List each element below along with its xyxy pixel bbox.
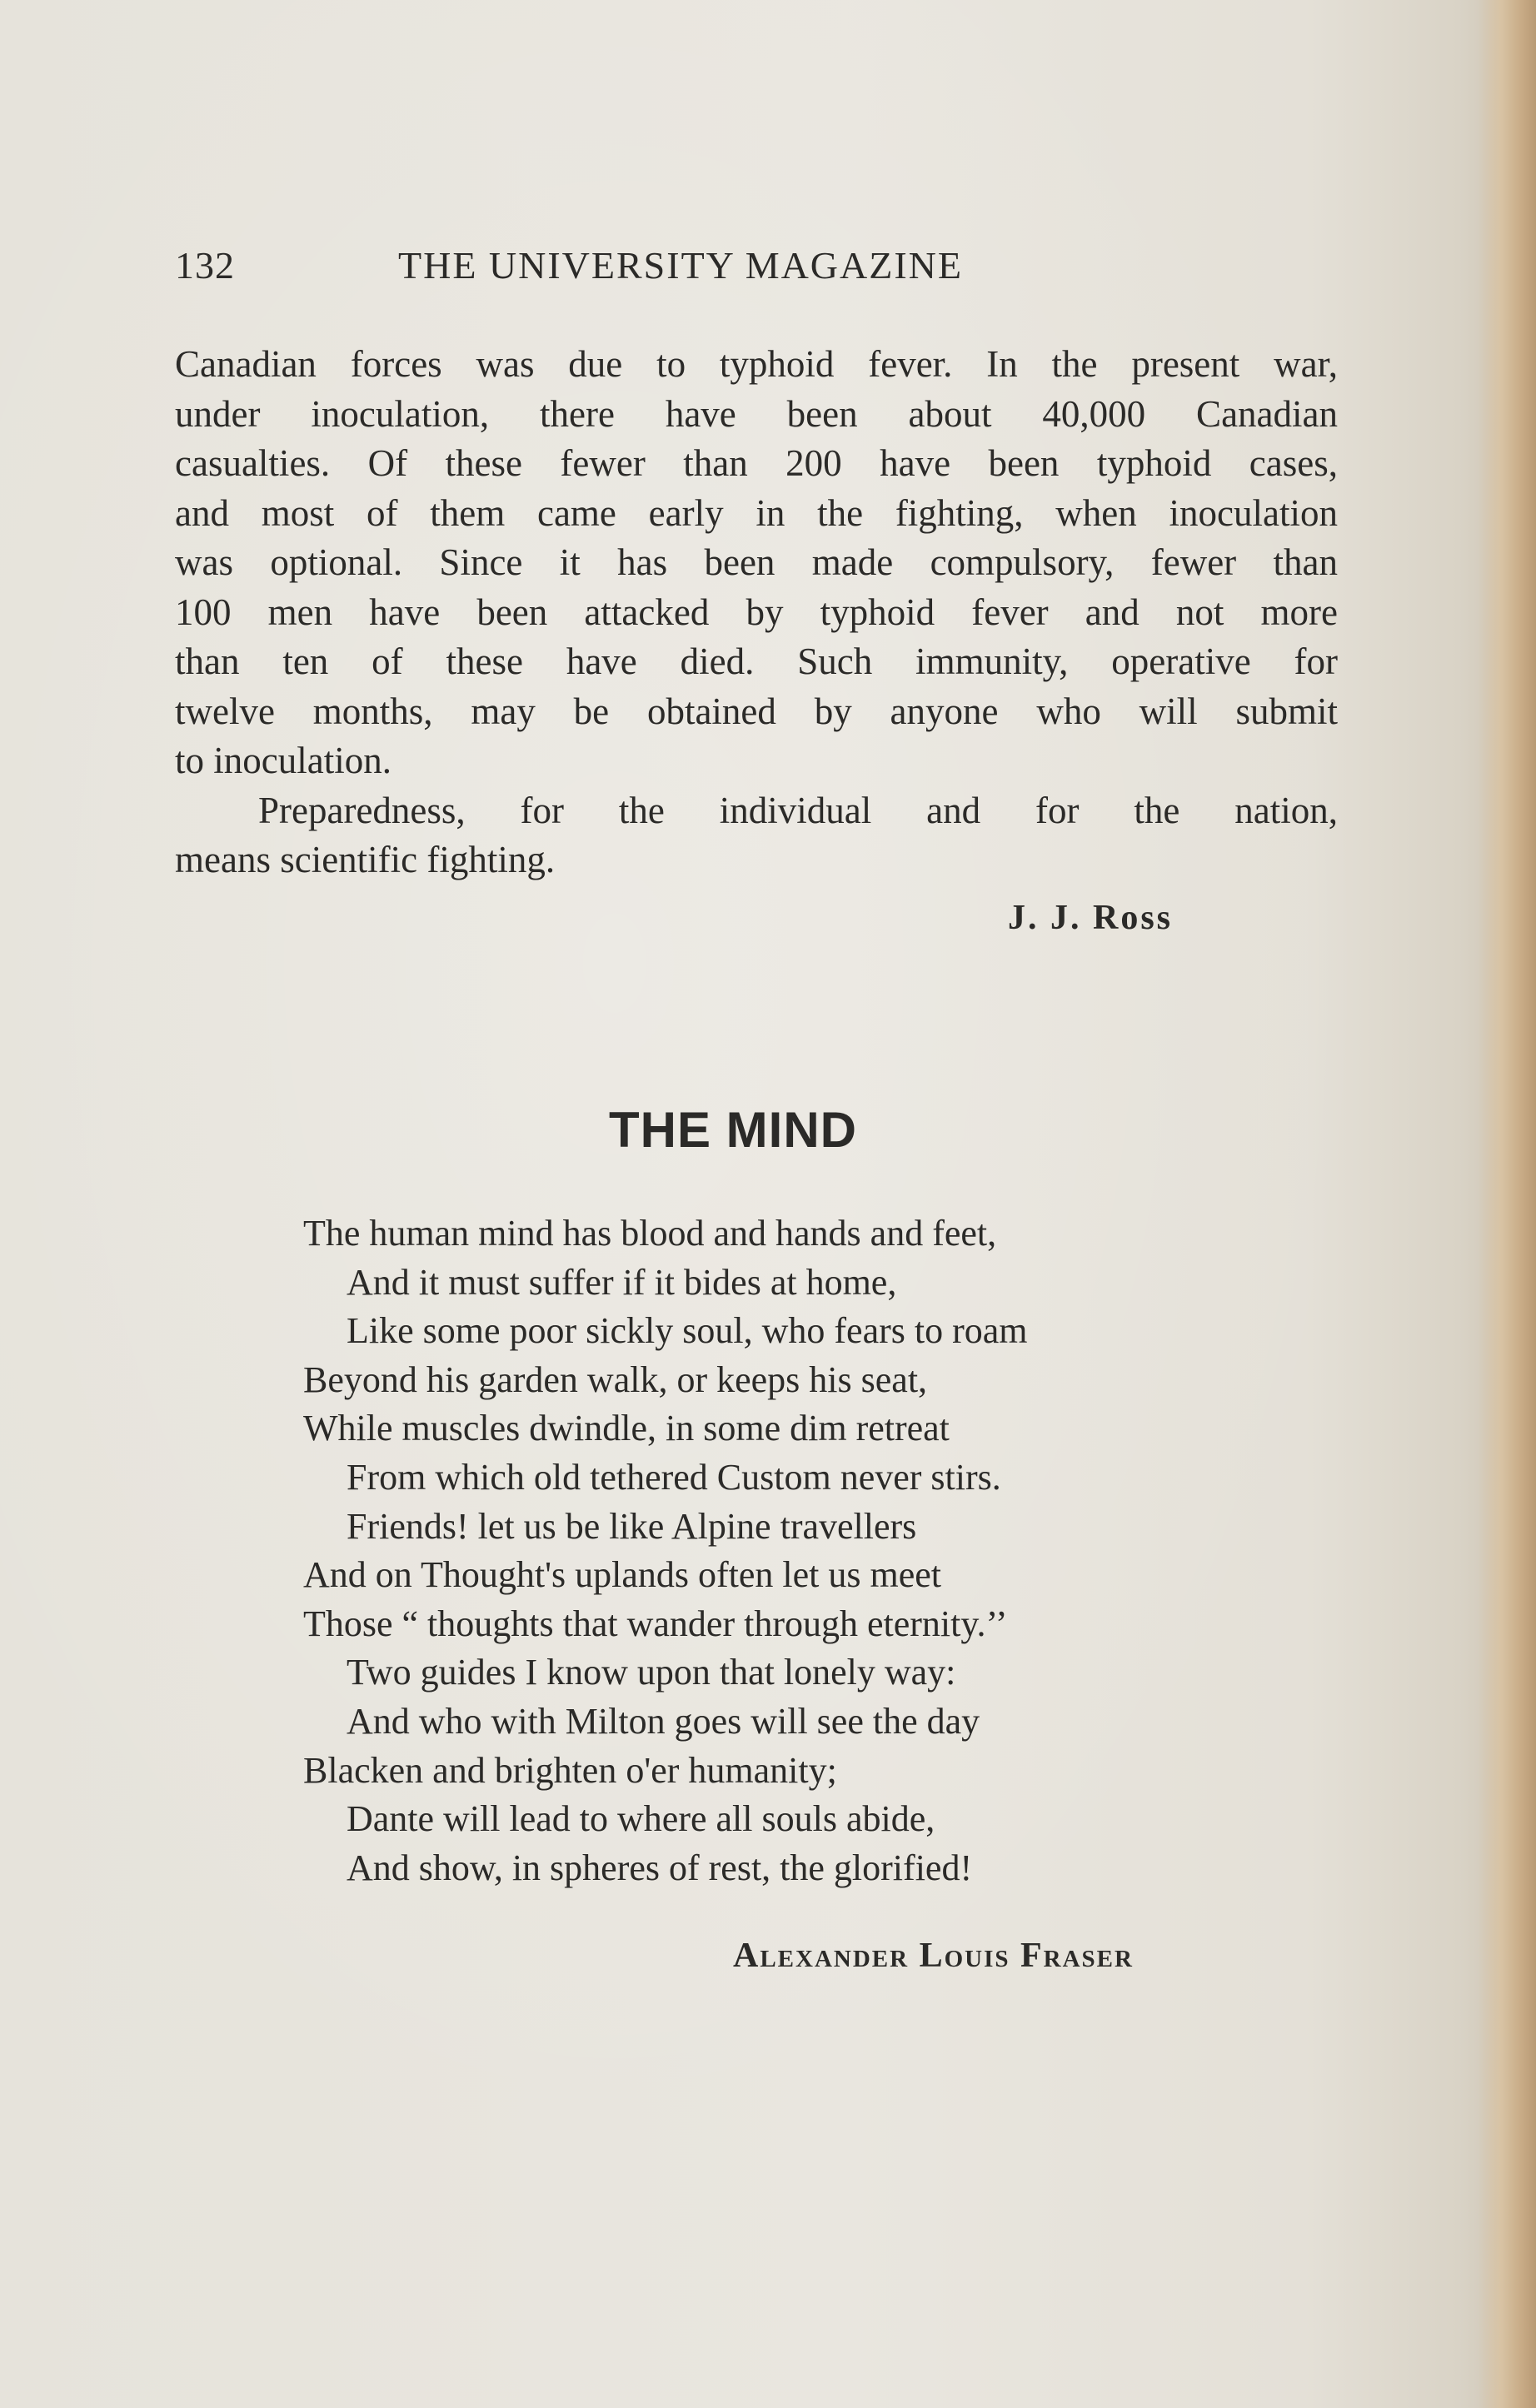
text-line: means scientific fighting. [175, 839, 556, 880]
text-line: twelve months, may be obtained by anyone who will submit [175, 690, 1338, 732]
text-line: than ten of these have died. Such immunity, operative for [175, 641, 1338, 682]
poem-title: THE MIND [609, 1102, 857, 1158]
poem-line: From which old tethered Custom never stirs. [347, 1456, 1001, 1498]
article-signature: J. J. Ross [1008, 899, 1174, 937]
paragraph-2 [175, 786, 1338, 885]
poem-line: Like some poor sickly soul, who fears to roam [347, 1310, 1028, 1352]
poem-line: The human mind has blood and hands and feet, [303, 1213, 997, 1254]
text-line: 100 men have been attacked by typhoid fever and not more [175, 591, 1338, 633]
poem-line: And it must suffer if it bides at home, [347, 1261, 897, 1303]
poem-line: While muscles dwindle, in some dim retreat [303, 1408, 950, 1449]
text-line: Canadian forces was due to typhoid fever. In the present war, [175, 343, 1338, 385]
article-text [175, 340, 1338, 885]
paragraph-1 [175, 340, 1338, 786]
poem-line: Those “ thoughts that wander through eternity.’’ [303, 1603, 1008, 1644]
poem-author: Alexander Louis Fraser [733, 1937, 1134, 1975]
text-line: and most of them came early in the fighting, when inoculation [175, 491, 1338, 534]
poem-line: Beyond his garden walk, or keeps his seat, [303, 1359, 928, 1400]
poem-line: Friends! let us be like Alpine travellers [347, 1505, 917, 1547]
text-line: Preparedness, for the individual and for the nation, [258, 789, 1338, 831]
poem-line: And show, in spheres of rest, the glorified! [347, 1847, 973, 1888]
poem-line: And on Thought's uplands often let us meet [303, 1554, 942, 1596]
text-line: under inoculation, there have been about 40,000 Canadian [175, 392, 1338, 435]
poem-line: And who with Milton goes will see the day [347, 1700, 980, 1742]
text-line: was optional. Since it has been made compulsory, fewer than [175, 541, 1338, 583]
poem-body [303, 1209, 1303, 1892]
running-head [175, 243, 1358, 302]
poem-line: Two guides I know upon that lonely way: [347, 1652, 956, 1693]
magazine-title: THE UNIVERSITY MAGAZINE [398, 244, 963, 287]
page-number: 132 [175, 244, 235, 287]
poem-line: Blacken and brighten o'er humanity; [303, 1749, 837, 1791]
text-line: to inoculation. [175, 740, 391, 781]
poem-line: Dante will lead to where all souls abide, [347, 1798, 935, 1840]
page-edge-shadow [1478, 0, 1536, 2408]
text-line: casualties. Of these fewer than 200 have been typhoid cases, [175, 442, 1338, 484]
